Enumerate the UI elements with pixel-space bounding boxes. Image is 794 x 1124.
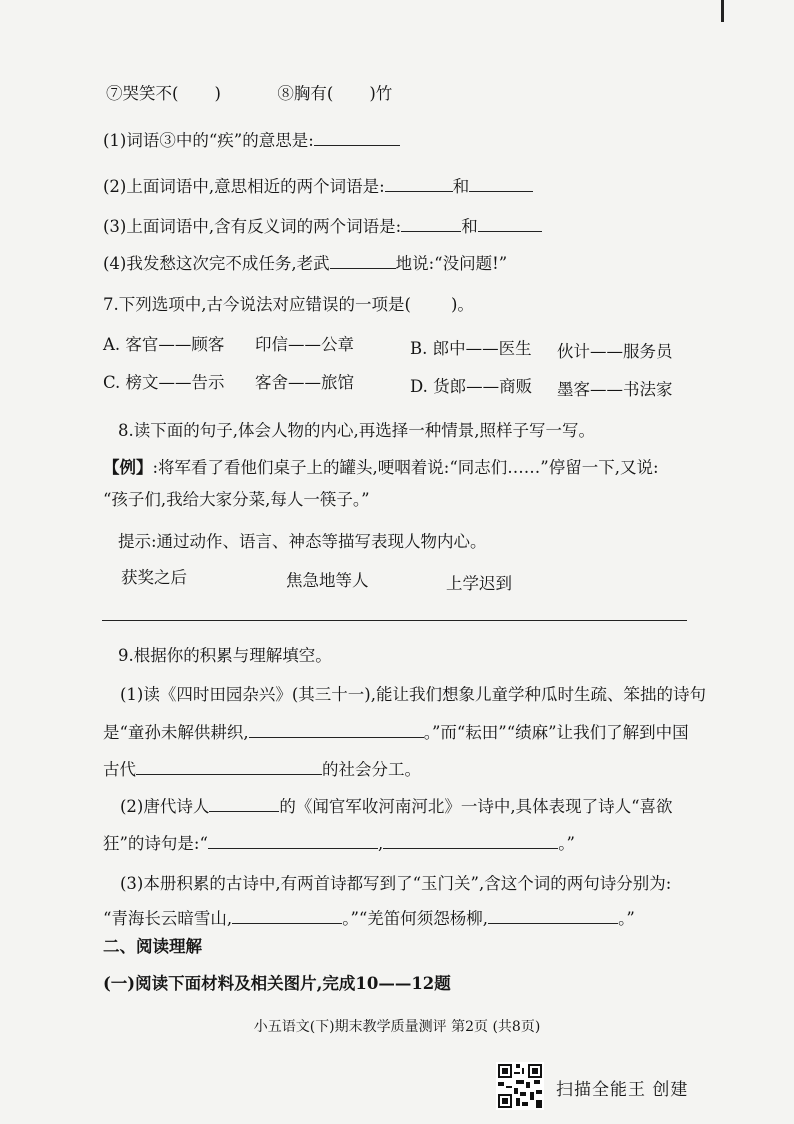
answer-blank[interactable] [249, 721, 424, 738]
q9-part2-line2-text: 狂”的诗句是:“ [103, 834, 208, 853]
q7-option-a1: A. 客官——顾客 [103, 335, 225, 354]
q6-sub4-suffix: 地说:“没问题!” [395, 254, 508, 273]
scanner-watermark: 扫描全能王 创建 [556, 1080, 689, 1100]
section-2-heading: 二、阅读理解 [103, 937, 202, 956]
answer-blank[interactable] [478, 215, 542, 232]
q7-option-a2: 印信——公章 [255, 335, 354, 354]
q7-stem-suffix: )。 [450, 295, 474, 314]
answer-blank[interactable] [314, 129, 400, 146]
q9-part2-line2-suffix: 。” [558, 834, 575, 853]
q7-option-c2: 客舍——旅馆 [255, 373, 354, 392]
q9-part3-suffix: 。” [618, 909, 635, 928]
idiom-8-suffix: )竹 [369, 84, 393, 103]
q9-part2-line1 [120, 795, 673, 819]
answer-blank[interactable] [209, 795, 279, 812]
q6-sub3-and: 和 [461, 217, 478, 236]
page-edge-mark [721, 0, 724, 22]
q7-option-c1: C. 榜文——告示 [103, 373, 225, 392]
q6-sub2 [103, 175, 533, 199]
q7-option-b1: B. 郎中——医生 [410, 339, 532, 358]
answer-blank[interactable] [330, 252, 396, 269]
q6-sub4 [103, 252, 507, 276]
q9-stem: 9.根据你的积累与理解填空。 [118, 646, 332, 665]
q9-part2-line2-comma: , [377, 834, 384, 853]
q6-sub2-text: (2)上面词语中,意思相近的两个词语是: [103, 177, 385, 196]
q6-sub3 [103, 215, 542, 239]
answer-blank[interactable] [383, 832, 558, 849]
q6-sub2-and: 和 [452, 177, 470, 196]
q9-part3-poem1: “青海长云暗雪山, [103, 909, 233, 928]
q9-part1-line3 [103, 758, 421, 782]
q9-part1-line3-text: 古代 [103, 760, 136, 779]
q7-stem-text: 7.下列选项中,古今说法对应错误的一项是( [103, 295, 411, 314]
q8-scene-option-3: 上学迟到 [446, 574, 512, 593]
q9-part1-line2-text: 是“童孙未解供耕织, [103, 723, 249, 742]
q9-part1-line2 [103, 721, 689, 745]
q8-example-text2: “孩子们,我给大家分菜,每人一筷子。” [103, 490, 370, 509]
answer-blank[interactable] [469, 175, 533, 192]
q6-sub1-text: (1)词语③中的“疾”的意思是: [103, 131, 314, 150]
qr-code-icon [496, 1062, 544, 1110]
q7-stem [103, 293, 474, 317]
q9-part3-line1: (3)本册积累的古诗中,有两首诗都写到了“玉门关”,含这个词的两句诗分别为: [120, 874, 672, 893]
q7-option-d2: 墨客——书法家 [557, 380, 673, 399]
q8-writing-line[interactable] [102, 620, 687, 621]
q8-stem: 8.读下面的句子,体会人物的内心,再选择一种情景,照样子写一写。 [118, 421, 595, 440]
idiom-line [106, 82, 392, 106]
q9-part3-line2 [103, 907, 635, 931]
answer-blank[interactable] [401, 215, 461, 232]
q9-part2-line1-suffix: 的《闻官军收河南河北》一诗中,具体表现了诗人“喜欲 [279, 797, 673, 816]
answer-blank[interactable] [208, 832, 378, 849]
idiom-7-suffix: ) [214, 84, 221, 103]
q9-part1-line1: (1)读《四时田园杂兴》(其三十一),能让我们想象儿童学种瓜时生疏、笨拙的诗句 [120, 685, 706, 704]
q7-option-d1: D. 货郎——商贩 [410, 377, 533, 396]
q8-scene-option-2: 焦急地等人 [286, 571, 369, 590]
q8-hint: 提示:通过动作、语言、神态等描写表现人物内心。 [118, 532, 487, 551]
q9-part1-line3-suffix: 的社会分工。 [322, 760, 421, 779]
idiom-7-prefix: ⑦哭笑不( [106, 84, 179, 103]
answer-blank[interactable] [385, 175, 453, 192]
answer-blank[interactable] [232, 907, 342, 924]
q6-sub4-text: (4)我发愁这次完不成任务,老武 [103, 254, 330, 273]
q8-example-tag: 【例】 [103, 458, 153, 477]
q9-part3-poem2: 。”“羌笛何须怨杨柳, [342, 909, 489, 928]
q9-part2-line2 [103, 832, 575, 856]
q9-part2-line1-text: (2)唐代诗人 [120, 797, 210, 816]
q6-sub1 [103, 129, 400, 153]
q9-part1-line2-suffix: 。”而“耘田”“绩麻”让我们了解到中国 [423, 723, 689, 742]
q7-option-b2: 伙计——服务员 [557, 342, 673, 361]
idiom-8-prefix: ⑧胸有( [277, 84, 334, 103]
q8-scene-option-1: 获奖之后 [121, 568, 187, 587]
q6-sub3-text: (3)上面词语中,含有反义词的两个词语是: [103, 217, 402, 236]
answer-blank[interactable] [136, 758, 322, 775]
q8-example-line1 [103, 456, 659, 480]
section-2-part1-heading: (一)阅读下面材料及相关图片,完成10——12题 [103, 974, 451, 993]
page-footer: 小五语文(下)期末教学质量测评 第2页 (共8页) [253, 1019, 541, 1035]
q8-example-text1: :将军看了看他们桌子上的罐头,哽咽着说:“同志们……”停留一下,又说: [152, 458, 659, 477]
answer-blank[interactable] [488, 907, 618, 924]
